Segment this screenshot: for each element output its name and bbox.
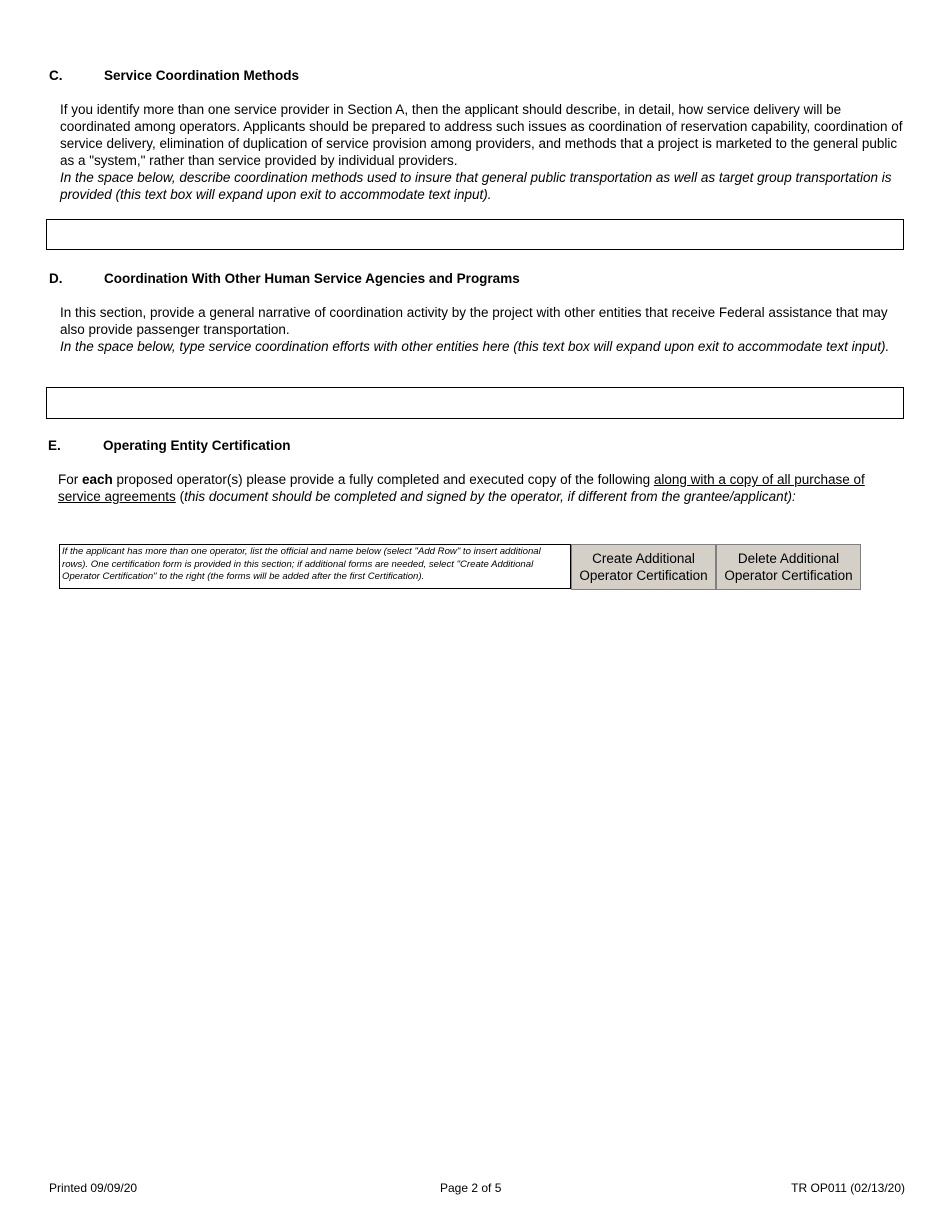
section-e-body-prefix: For — [58, 472, 83, 487]
coordination-efforts-input[interactable] — [46, 387, 904, 419]
section-d-instruction: In the space below, type service coordination efforts with other entities here (this text box will expand upon exit to accommodate text input). — [60, 339, 890, 354]
footer-printed-date: Printed 09/09/20 — [49, 1181, 138, 1195]
delete-button-line1: Delete Additional — [737, 551, 840, 566]
section-c-instruction: In the space below, describe coordination methods used to insure that general public transportation as well as target group transportation is provided (this text box will expand upon exit to accommodate text input). — [60, 170, 892, 202]
section-e-body-paren: ( — [175, 489, 185, 504]
operator-certification-row — [59, 544, 861, 590]
section-d-title: Coordination With Other Human Service Agencies and Programs — [104, 271, 520, 286]
delete-button-line2: Operator Certification — [724, 568, 853, 583]
create-operator-certification-button[interactable] — [571, 544, 716, 590]
coordination-methods-input[interactable] — [46, 219, 904, 250]
section-e-letter: E. — [48, 438, 61, 453]
section-c-description — [60, 101, 905, 203]
section-e-body-bold: each — [82, 472, 113, 487]
section-c-title: Service Coordination Methods — [104, 68, 300, 83]
footer-form-id: TR OP011 (02/13/20) — [791, 1181, 905, 1195]
section-e-body-underline: along with a copy of all purchase of service agreements — [58, 472, 865, 504]
create-button-line1: Create Additional — [592, 551, 695, 566]
section-e-body-italic: this document should be completed and signed by the operator, if different from the grantee/applicant): — [184, 489, 796, 504]
section-d-letter: D. — [49, 271, 63, 286]
section-e-title: Operating Entity Certification — [103, 438, 291, 453]
delete-operator-certification-button[interactable] — [716, 544, 861, 590]
certification-note: If the applicant has more than one operator, list the official and name below (select "Add Row" to insert additional rows). One certification form is provided in this section; if additional forms are needed, select "Create Additional Operator Certification" to the right (the forms will be added after the first Certification). — [59, 544, 571, 589]
section-e-body-middle: proposed operator(s) please provide a fully completed and executed copy of the following — [112, 472, 654, 487]
section-d-description — [60, 304, 905, 355]
section-e-description — [58, 471, 898, 505]
section-d-body: In this section, provide a general narrative of coordination activity by the project with other entities that receive Federal assistance that may also provide passenger transportation. — [60, 305, 888, 337]
create-button-line2: Operator Certification — [579, 568, 708, 583]
section-c-body: If you identify more than one service provider in Section A, then the applicant should describe, in detail, how service delivery will be coordinated among operators. Applicants should be prepared to address such issues as coordination of reservation capability, coordination of service delivery, elimination of duplication of service provision among providers, and methods that a project is marketed to the general public as a "system," rather than service provided by individual providers. — [60, 102, 903, 168]
footer-page-number: Page 2 of 5 — [440, 1181, 502, 1195]
section-c-letter: C. — [49, 68, 63, 83]
